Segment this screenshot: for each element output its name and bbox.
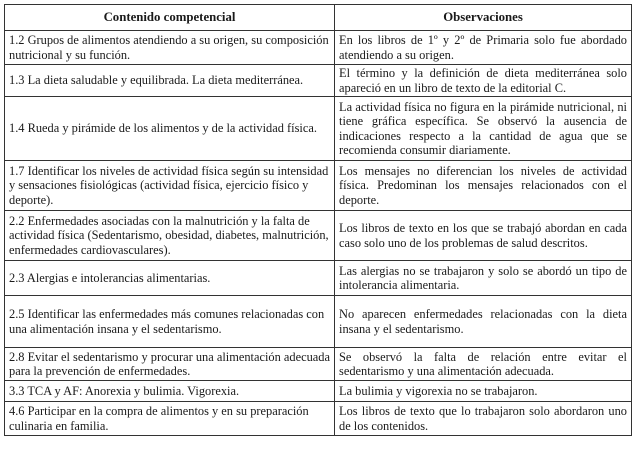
table-row [5, 65, 632, 97]
contenido-cell: 1.7 Identificar los niveles de actividad física según su intensidad y sensaciones fisiológicas (actividad física, ejercicio físico y deporte). [5, 161, 335, 211]
contenido-cell: 2.8 Evitar el sedentarismo y procurar una alimentación adecuada para la prevención de enfermedades. [5, 348, 335, 381]
contenido-cell: 2.3 Alergias e intolerancias alimentarias. [5, 261, 335, 296]
table-row [5, 296, 632, 348]
observacion-cell: Los libros de texto en los que se trabajó abordan en cada caso solo uno de los problemas de salud descritos. [335, 211, 632, 261]
observacion-cell: No aparecen enfermedades relacionadas con la dieta insana y el sedentarismo. [335, 296, 632, 348]
competency-table [4, 4, 632, 436]
observacion-cell: Los mensajes no diferencian los niveles de actividad física. Predominan los mensajes relacionados con el deporte. [335, 161, 632, 211]
table-row [5, 348, 632, 381]
table-row [5, 31, 632, 65]
observacion-cell: Las alergias no se trabajaron y solo se abordó un tipo de intolerancia alimentaria. [335, 261, 632, 296]
observacion-cell: Los libros de texto que lo trabajaron solo abordaron uno de los contenidos. [335, 402, 632, 436]
header-observaciones: Observaciones [335, 5, 632, 31]
competency-table-container [4, 4, 631, 436]
contenido-cell: 3.3 TCA y AF: Anorexia y bulimia. Vigorexia. [5, 381, 335, 402]
header-contenido-competencial: Contenido competencial [5, 5, 335, 31]
observacion-cell: Se observó la falta de relación entre evitar el sedentarismo y una alimentación adecuada. [335, 348, 632, 381]
table-row [5, 261, 632, 296]
table-row [5, 381, 632, 402]
contenido-cell: 1.4 Rueda y pirámide de los alimentos y de la actividad física. [5, 97, 335, 161]
observacion-cell: La bulimia y vigorexia no se trabajaron. [335, 381, 632, 402]
observacion-cell: El término y la definición de dieta mediterránea solo apareció en un libro de texto de la editorial C. [335, 65, 632, 97]
contenido-cell: 4.6 Participar en la compra de alimentos y en su preparación culinaria en familia. [5, 402, 335, 436]
contenido-cell: 1.2 Grupos de alimentos atendiendo a su origen, su composición nutricional y su función. [5, 31, 335, 65]
observacion-cell: En los libros de 1º y 2º de Primaria solo fue abordado atendiendo a su origen. [335, 31, 632, 65]
contenido-cell: 2.5 Identificar las enfermedades más comunes relacionadas con una alimentación insana y el sedentarismo. [5, 296, 335, 348]
table-header-row [5, 5, 632, 31]
table-row [5, 211, 632, 261]
observacion-cell: La actividad física no figura en la pirámide nutricional, ni tiene gráfica específica. Se observó la ausencia de indicaciones respecto a la cantidad de agua que se recomienda consumir diariamente. [335, 97, 632, 161]
table-row [5, 161, 632, 211]
contenido-cell: 2.2 Enfermedades asociadas con la malnutrición y la falta de actividad física (Sedentarismo, obesidad, diabetes, malnutrición, enfermedades cardiovasculares). [5, 211, 335, 261]
table-row [5, 402, 632, 436]
contenido-cell: 1.3 La dieta saludable y equilibrada. La dieta mediterránea. [5, 65, 335, 97]
table-row [5, 97, 632, 161]
